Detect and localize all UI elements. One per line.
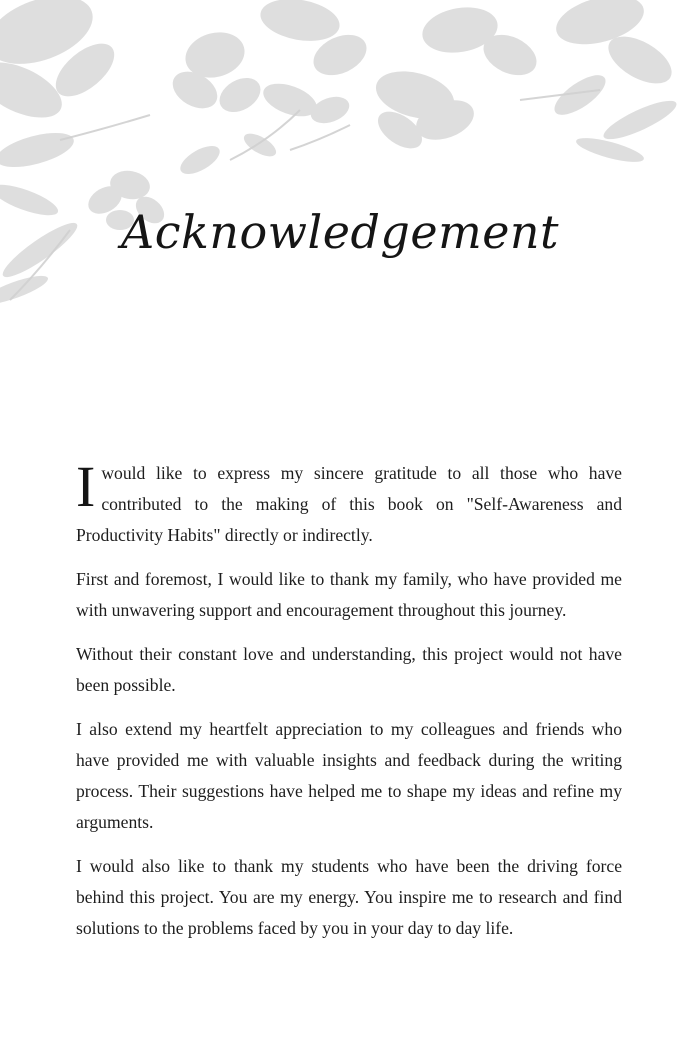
drop-cap: I (76, 454, 96, 519)
paragraph-1 (76, 454, 622, 551)
paragraph-4: I also extend my heartfelt appreciation to my colleagues and friends who have provided me with valuable insights and feedback during the writing process. Their suggestions have helped me to shape my ideas and refine my arguments. (76, 719, 622, 832)
paragraph-5: I would also like to thank my students who have been the driving force behind this project. You are my energy. You inspire me to research and find solutions to the problems faced by you in your day to day life. (76, 856, 622, 938)
page-title: Acknowledgement (120, 205, 560, 259)
paragraph-3: Without their constant love and understanding, this project would not have been possible. (76, 644, 622, 695)
paragraph-1-text: would like to express my sincere gratitude to all those who have contributed to the making of this book on "Self-Awareness and Productivity Habits" directly or indirectly. (76, 463, 622, 545)
paragraph-2: First and foremost, I would like to thank my family, who have provided me with unwavering support and encouragement throughout this journey. (76, 569, 622, 620)
floral-header-decoration (0, 0, 680, 320)
acknowledgement-body (76, 454, 622, 957)
